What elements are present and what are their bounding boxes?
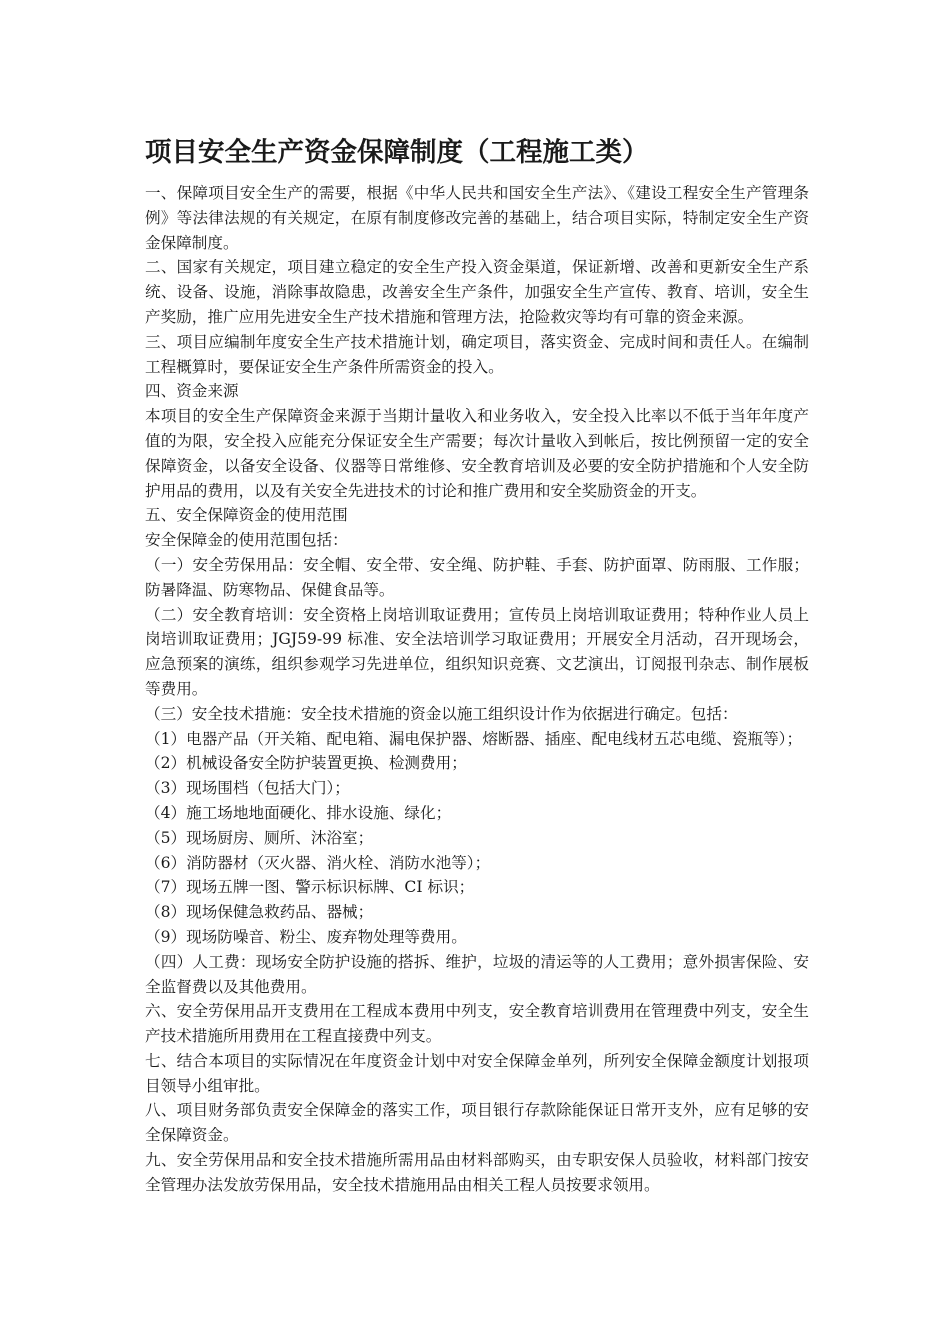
list-item-labor-cost: （四）人工费：现场安全防护设施的搭拆、维护，垃圾的清运等的人工费用；意外损害保险、安全监督费以及其他费用。 xyxy=(145,952,809,996)
sub-item-8: （8）现场保健急救药品、器械； xyxy=(145,903,374,922)
sub-item-2: （2）机械设备安全防护装置更换、检测费用； xyxy=(145,754,467,773)
document-title: 项目安全生产资金保障制度（工程施工类） xyxy=(145,137,649,168)
sub-item-9: （9）现场防噪音、粉尘、废弃物处理等费用。 xyxy=(145,927,467,946)
list-item-technical-measures: （三）安全技术措施：安全技术措施的资金以施工组织设计作为依据进行确定。包括： xyxy=(145,704,738,723)
paragraph-6: 六、安全劳保用品开支费用在工程成本费用中列支，安全教育培训费用在管理费中列支，安全生产技术措施所用费用在工程直接费中列支。 xyxy=(145,1002,809,1046)
section-heading-funding-source: 四、资金来源 xyxy=(145,382,239,401)
sub-item-6: （6）消防器材（灭火器、消火栓、消防水池等）； xyxy=(145,853,491,872)
section-heading-usage-scope: 五、安全保障资金的使用范围 xyxy=(145,506,348,525)
list-item-protective-gear: （一）安全劳保用品：安全帽、安全带、安全绳、防护鞋、手套、防护面罩、防雨服、工作服；防暑降温、防寒物品、保健食品等。 xyxy=(145,555,809,599)
paragraph-3: 三、项目应编制年度安全生产技术措施计划，确定项目，落实资金、完成时间和责任人。在编制工程概算时，要保证安全生产条件所需资金的投入。 xyxy=(145,332,809,376)
sub-item-3: （3）现场围档（包括大门）； xyxy=(145,779,350,798)
paragraph-8: 八、项目财务部负责安全保障金的落实工作，项目银行存款除能保证日常开支外，应有足够的安全保障资金。 xyxy=(145,1101,809,1145)
paragraph-2: 二、国家有关规定，项目建立稳定的安全生产投入资金渠道，保证新增、改善和更新安全生产系统、设备、设施，消除事故隐患，改善安全生产条件，加强安全生产宣传、教育、培训，安全生产奖励，推广应用先进安全生产技术措施和管理方法，抢险救灾等均有可靠的资金来源。 xyxy=(145,258,809,326)
paragraph-9: 九、安全劳保用品和安全技术措施所需用品由材料部购买，由专职安保人员验收，材料部门按安全管理办法发放劳保用品，安全技术措施用品由相关工程人员按要求领用。 xyxy=(145,1151,809,1194)
paragraph-1: 一、保障项目安全生产的需要，根据《中华人民共和国安全生产法》、《建设工程安全生产管理条例》等法律法规的有关规定，在原有制度修改完善的基础上，结合项目实际，特制定安全生产资金保障制度。 xyxy=(145,184,809,252)
document-page xyxy=(145,131,809,1198)
sub-item-5: （5）现场厨房、厕所、沐浴室； xyxy=(145,828,374,847)
paragraph-7: 七、结合本项目的实际情况在年度资金计划中对安全保障金单列，所列安全保障金额度计划报项目领导小组审批。 xyxy=(145,1051,809,1095)
document-body xyxy=(145,181,809,1198)
list-item-safety-training: （二）安全教育培训：安全资格上岗培训取证费用；宣传员上岗培训取证费用；特种作业人员上岗培训取证费用；JGJ59-99 标准、安全法培训学习取证费用；开展安全月活动，召开现场会，应急预案的演练，组织参观学习先进单位，组织知识竞赛、文艺演出，订阅报刊杂志、制作展板等费用。 xyxy=(145,605,809,698)
paragraph-usage-intro: 安全保障金的使用范围包括： xyxy=(145,531,348,550)
paragraph-funding-source: 本项目的安全生产保障资金来源于当期计量收入和业务收入，安全投入比率以不低于当年年度产值的为限，安全投入应能充分保证安全生产需要；每次计量收入到帐后，按比例预留一定的安全保障资金，以备安全设备、仪器等日常维修、安全教育培训及必要的安全防护措施和个人安全防护用品的费用，以及有关安全先进技术的讨论和推广费用和安全奖励资金的开支。 xyxy=(145,407,809,500)
sub-item-7: （7）现场五牌一图、警示标识标牌、CI 标识； xyxy=(145,878,475,897)
sub-item-4: （4）施工场地地面硬化、排水设施、绿化； xyxy=(145,803,452,822)
sub-item-1: （1）电器产品（开关箱、配电箱、漏电保护器、熔断器、插座、配电线材五芯电缆、瓷瓶等）； xyxy=(145,729,803,748)
